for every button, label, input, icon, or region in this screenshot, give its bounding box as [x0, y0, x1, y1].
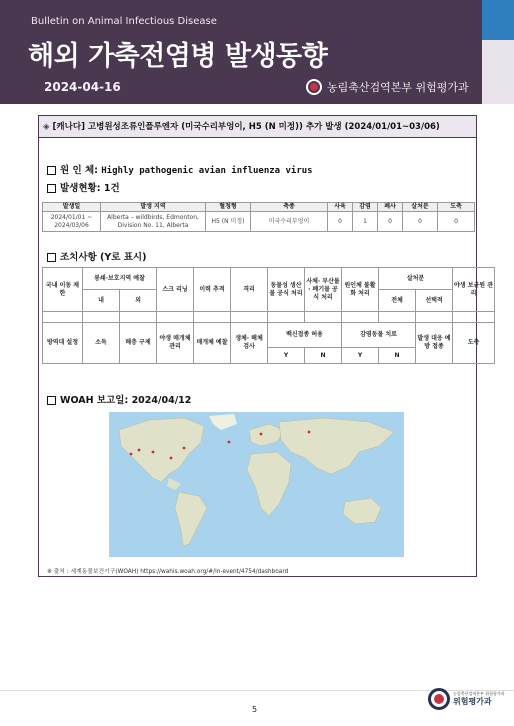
measure-cell: 백신접종 허용 — [268, 323, 342, 348]
table-cell: 0 — [403, 212, 438, 232]
measure-cell: 도축 — [453, 323, 495, 364]
table-header-row — [43, 203, 475, 212]
cause-value: Highly pathogenic avian influenza virus — [101, 166, 313, 176]
measure-cell: 발생 대응 예방 접종 — [416, 323, 453, 364]
measure-cell: N — [305, 348, 342, 364]
table-cell: 1 — [353, 212, 378, 232]
checkbox-icon — [47, 184, 56, 193]
measures-table — [42, 267, 495, 364]
table-header-cell: 발생일 — [43, 203, 101, 212]
measure-cell: 봉쇄·보호지역 예찰 — [83, 268, 157, 290]
measure-cell: 야생 매개체 관리 — [157, 323, 194, 364]
footer-org-text — [453, 691, 505, 707]
occurrence-table — [42, 202, 475, 232]
status-line — [47, 180, 120, 194]
table-header-cell: 사육 — [328, 203, 353, 212]
table-cell: 미국수리부엉이 — [251, 212, 328, 232]
measure-cell: 선택적 — [416, 290, 453, 312]
table-cell: 0 — [378, 212, 403, 232]
bulletin-subtitle: Bulletin on Animal Infectious Disease — [31, 16, 217, 27]
measure-cell: N — [379, 348, 416, 364]
measures-row — [43, 323, 495, 348]
measure-cell: 동물성 생산물 공식 처리 — [268, 268, 305, 312]
outbreak-marker — [228, 441, 231, 444]
measure-cell: 소독 — [83, 323, 120, 364]
measure-cell: 스크 리닝 — [157, 268, 194, 312]
status-label: 발생현황: — [60, 183, 101, 194]
status-value: 1건 — [103, 183, 120, 194]
woah-line — [47, 392, 191, 406]
footer-org — [428, 688, 505, 710]
table-header-cell: 축종 — [251, 203, 328, 212]
measure-cell: 이력 추적 — [194, 268, 231, 312]
outbreak-marker — [260, 433, 263, 436]
report-date: 2024-04-16 — [44, 80, 121, 94]
measures-row — [43, 268, 495, 290]
report-frame — [38, 115, 493, 577]
measure-cell: Y — [268, 348, 305, 364]
cause-label: 원 인 체: — [60, 165, 98, 176]
measure-cell: 국내 이동 제한 — [43, 268, 83, 312]
org-name — [306, 79, 469, 95]
diamond-icon: ◈ — [43, 122, 50, 132]
page-number: 5 — [252, 705, 258, 714]
report-banner-text: [캐나다] 고병원성조류인플루엔자 (미국수리부엉이, H5 (N 미정)) 추가 발생 (2024/01/01~03/06) — [52, 122, 440, 132]
measure-cell: 격리 — [231, 268, 268, 312]
checkbox-icon — [47, 396, 56, 405]
footer-org-big: 위험평가과 — [453, 697, 492, 706]
measures-label: 조치사항 (Y로 표시) — [60, 252, 147, 263]
measure-cell: 야생 보균원 관리 — [453, 268, 495, 312]
table-header-cell: 도축 — [438, 203, 475, 212]
measure-cell: 방역대 설정 — [43, 323, 83, 364]
footer-org-small: 농림축산검역본부 위험평가과 — [453, 691, 505, 696]
table-cell: 2024/01/01 ~ 2024/03/06 — [43, 212, 101, 232]
checkbox-icon — [47, 166, 56, 175]
world-map — [109, 412, 404, 557]
measure-cell: 사체· 부산물· 폐기물 공식 처리 — [305, 268, 342, 312]
measure-cell: 해충 구제 — [120, 323, 157, 364]
outbreak-marker — [130, 453, 133, 456]
page-title: 해외 가축전염병 발생동향 — [28, 41, 328, 72]
source-citation: ※ 출처 : 세계동물보건기구(WOAH) https://wahis.woah.org/#/in-event/4754/dashboard — [47, 569, 289, 575]
table-cell: 0 — [438, 212, 475, 232]
outbreak-marker — [138, 449, 141, 452]
table-cell: 0 — [328, 212, 353, 232]
table-header-cell: 폐사 — [378, 203, 403, 212]
cause-line — [47, 162, 313, 176]
table-header-cell: 발생 지역 — [101, 203, 206, 212]
measure-cell: 살처분 — [379, 268, 453, 290]
measures-spacer-row — [43, 312, 495, 323]
measure-cell: 매개체 예찰 — [194, 323, 231, 364]
measure-cell: 외 — [120, 290, 157, 312]
table-row — [43, 212, 475, 232]
table-cell: H5 (N 미정) — [206, 212, 251, 232]
woah-label: WOAH 보고일: — [60, 395, 129, 406]
measure-cell: 생체· 해체 검사 — [231, 323, 268, 364]
corner-accent — [482, 0, 514, 40]
corner-accent-light — [482, 40, 514, 104]
org-logo-icon — [306, 79, 322, 95]
outbreak-marker — [308, 431, 311, 434]
table-header-cell: 살처분 — [403, 203, 438, 212]
table-header-cell: 감염 — [353, 203, 378, 212]
outbreak-marker — [170, 457, 173, 460]
measure-cell: Y — [342, 348, 379, 364]
outbreak-marker — [183, 447, 186, 450]
measures-line — [47, 249, 146, 263]
checkbox-icon — [47, 253, 56, 262]
woah-date: 2024/04/12 — [131, 395, 192, 406]
measure-cell: 내 — [83, 290, 120, 312]
org-logo-icon — [428, 688, 450, 710]
report-banner — [39, 116, 476, 138]
header-banner — [0, 0, 482, 104]
table-cell: Alberta – wildbirds, Edmonton, Division No. 11, Alberta — [101, 212, 206, 232]
outbreak-marker — [152, 451, 155, 454]
table-header-cell: 혈청형 — [206, 203, 251, 212]
measure-cell: 전체 — [379, 290, 416, 312]
org-name-text: 농림축산검역본부 위험평가과 — [327, 81, 469, 94]
measure-cell: 감염동물 치료 — [342, 323, 416, 348]
measure-cell: 원인체 불활화 처리 — [342, 268, 379, 312]
